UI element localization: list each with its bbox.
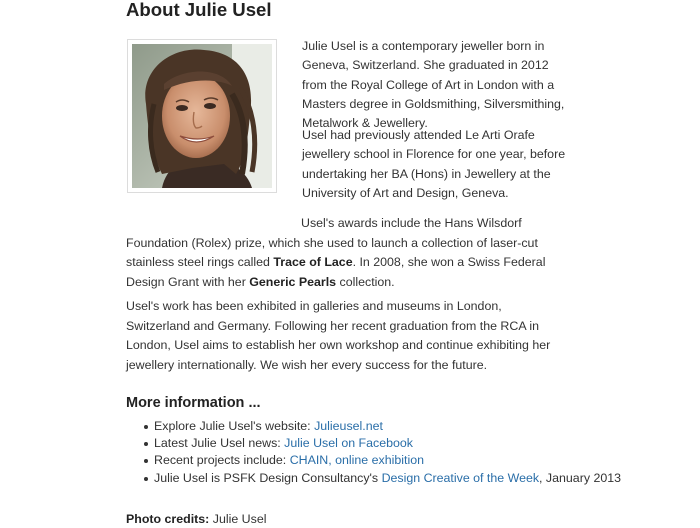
photo-credits <box>126 510 266 528</box>
bio-text-1: Julie Usel is a contemporary jeweller born in Geneva, Switzerland. She graduated in 2012 from the Royal College of Art in London with a Masters degree in Goldsmithing, Silversmithing, Metalwork & Jewellery. <box>302 39 565 131</box>
awards-text-b: . In 2008, she won a Swiss Federal Design Grant with her <box>126 255 546 289</box>
list-item <box>154 418 594 435</box>
portrait-photo <box>132 44 272 188</box>
list-item-text: Recent projects include: <box>154 453 290 468</box>
bio-text-3 <box>126 214 566 292</box>
website-link[interactable]: Julieusel.net <box>314 419 383 433</box>
generic-pearls: Generic Pearls <box>249 274 337 289</box>
more-info-heading: More information ... <box>126 395 261 411</box>
awards-text-c: collection. <box>336 274 395 289</box>
portrait-frame <box>127 39 277 193</box>
list-item-text: Latest Julie Usel news: <box>154 436 285 451</box>
awards-text-a: (Rolex) prize, which she used to launch a collection of laser-cut stainless steel rings called <box>126 235 538 269</box>
list-item <box>154 470 622 487</box>
bio-paragraph-4 <box>126 297 566 375</box>
design-creative-link[interactable]: Design Creative of the Week <box>381 470 540 485</box>
list-item <box>154 452 594 469</box>
bio-text-4: Usel's work has been exhibited in galleries and museums in London, Switzerland and Germany. Following her recent graduation from the RCA in London, Usel aims to establish her own workshop and continue exhibiting her jewellery internationally. We wish her every success for the future. <box>126 299 551 372</box>
bio-text-2: Usel had previously attended Le Arti Orafe jewellery school in Florence for one year, before undertaking her BA (Hons) in Jewellery at the University of Art and Design, Geneva. <box>302 128 566 200</box>
photo-credits-value: Julie Usel <box>209 512 267 526</box>
bio-paragraph-3 <box>126 214 566 292</box>
facebook-link[interactable]: Julie Usel on Facebook <box>284 436 413 451</box>
list-item-suffix: , January 2013 <box>539 470 622 485</box>
more-info-list <box>126 418 622 487</box>
list-item-text: Explore Julie Usel's website: <box>154 419 315 433</box>
bio-paragraph-1 <box>302 37 566 133</box>
chain-exhibition-link[interactable]: CHAIN, online exhibition <box>289 453 424 468</box>
trace-of-lace: Trace of Lace <box>273 255 353 269</box>
about-heading: About Julie Usel <box>126 0 272 20</box>
photo-credits-label: Photo credits: <box>126 512 210 526</box>
awards-intro: Usel's awards include the Hans Wilsdorf Foundation <box>126 216 522 250</box>
list-item <box>154 435 594 452</box>
bio-paragraph-2 <box>302 126 566 203</box>
list-item-text: Julie Usel is PSFK Design Consultancy's <box>154 470 382 485</box>
